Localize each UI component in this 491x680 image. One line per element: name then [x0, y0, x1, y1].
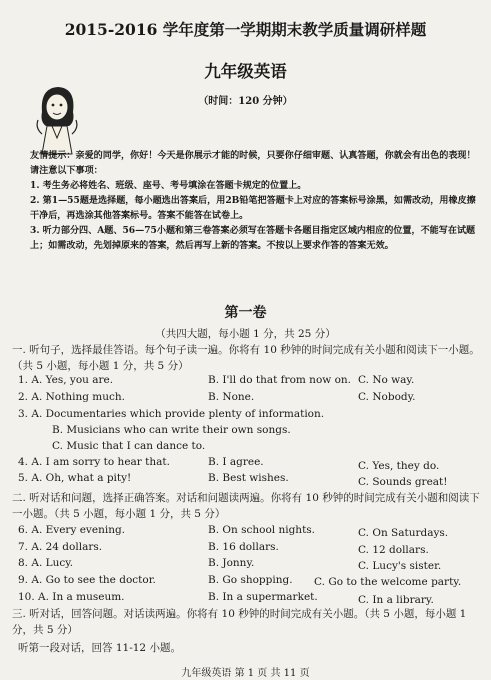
q2-option-c: C. Nobody.: [358, 391, 416, 403]
q1-option-c: C. No way.: [358, 374, 415, 386]
q5-option-a: 5. A. Oh, what a pity!: [18, 472, 132, 484]
q3-option-b: B. Musicians who can write their own songs.: [52, 424, 291, 436]
q8-option-a: 8. A. Lucy.: [18, 557, 74, 569]
q10-option-a: 10. A. In a museum.: [18, 591, 125, 603]
q7-option-c: C. 12 dollars.: [358, 544, 429, 556]
section2-instruction: 二. 听对话和问题，选择正确答案。对话和问题读两遍。你将有 10 秒钟的时间完成有关小题和阅读下一小题。（共 5 小题，每小题 1 分，共 5 分）: [12, 492, 480, 520]
section3-instruction: 三. 听对话，回答问题。对话读两遍。你将有 10 秒钟的时间完成有关小题。（共 5 小题，每小题 1 分，共 5 分）: [12, 608, 467, 636]
q8-option-b: B. Jonny.: [208, 557, 255, 569]
q4-option-c: C. Yes, they do.: [358, 460, 440, 472]
q6-option-a: 6. A. Every evening.: [18, 524, 126, 536]
q6-option-c: C. On Saturdays.: [358, 527, 449, 539]
q1-option-b: B. I'll do that from now on.: [208, 374, 352, 386]
q9-option-c: C. Go to the welcome party.: [314, 576, 462, 588]
friendly-tips: [12, 148, 484, 253]
q3-option-c: C. Music that I can dance to.: [52, 440, 206, 452]
q10-option-b: B. In a supermarket.: [208, 591, 318, 603]
q9-option-a: 9. A. Go to see the doctor.: [18, 574, 156, 586]
q9-option-b: B. Go shopping.: [208, 574, 293, 586]
tips-item-2: 2. 第1—55题是选择题，每小题选出答案后，用2B铅笔把答题卡上对应的答案标号涂黑，如需改动，用橡皮擦干净后，再选涂其他答案标号。答案不能答在试卷上。: [30, 195, 476, 221]
q4-option-a: 4. A. I am sorry to hear that.: [18, 456, 170, 468]
q2-option-a: 2. A. Nothing much.: [18, 391, 125, 403]
page-footer: 九年级英语 第 1 页 共 11 页: [181, 668, 310, 679]
q8-option-c: C. Lucy's sister.: [358, 560, 442, 572]
volume-note: （共四大题，每小题 1 分，共 25 分）: [155, 328, 336, 340]
q5-option-c: C. Sounds great!: [358, 476, 448, 488]
q7-option-a: 7. A. 24 dollars.: [18, 541, 103, 553]
section1-instruction: 一. 听句子，选择最佳答语。每个句子读一遍。你将有 10 秒钟的时间完成有关小题和阅读下一小题。（共 5 小题，每小题 1 分，共 5 分）: [12, 344, 480, 372]
volume-title: 第一卷: [224, 305, 267, 321]
q2-option-b: B. None.: [208, 391, 255, 403]
q5-option-b: B. Best wishes.: [208, 472, 289, 484]
tips-intro: 友情提示：亲爱的同学，你好！今天是你展示才能的时候，只要你仔细审题、认真答题，你就会有出色的表现！请注意以下事项：: [30, 150, 476, 176]
q10-option-c: C. In a library.: [358, 594, 434, 606]
q7-option-b: B. 16 dollars.: [208, 541, 279, 553]
exam-subject: 九年级英语: [204, 62, 287, 81]
exam-title: 2015-2016 学年度第一学期期末教学质量调研样题: [64, 20, 427, 39]
tips-item-1: 1. 考生务必将姓名、班级、座号、考号填涂在答题卡规定的位置上。: [30, 180, 307, 191]
q4-option-b: B. I agree.: [208, 456, 264, 468]
q6-option-b: B. On school nights.: [208, 524, 316, 536]
exam-time: （时间：120 分钟）: [198, 96, 293, 107]
section3-sub-instruction: 听第一段对话，回答 11-12 小题。: [18, 642, 181, 654]
q3-option-a: 3. A. Documentaries which provide plenty of information.: [18, 408, 325, 420]
q1-option-a: 1. A. Yes, you are.: [18, 374, 114, 386]
tips-item-3: 3. 听力部分四、A题、56—75小题和第三卷答案必须写在答题卡各题目指定区域内相应的位置，不能写在试题上；如需改动，先划掉原来的答案，然后再写上新的答案。不按以上要求作答的答案无效。: [30, 225, 476, 251]
